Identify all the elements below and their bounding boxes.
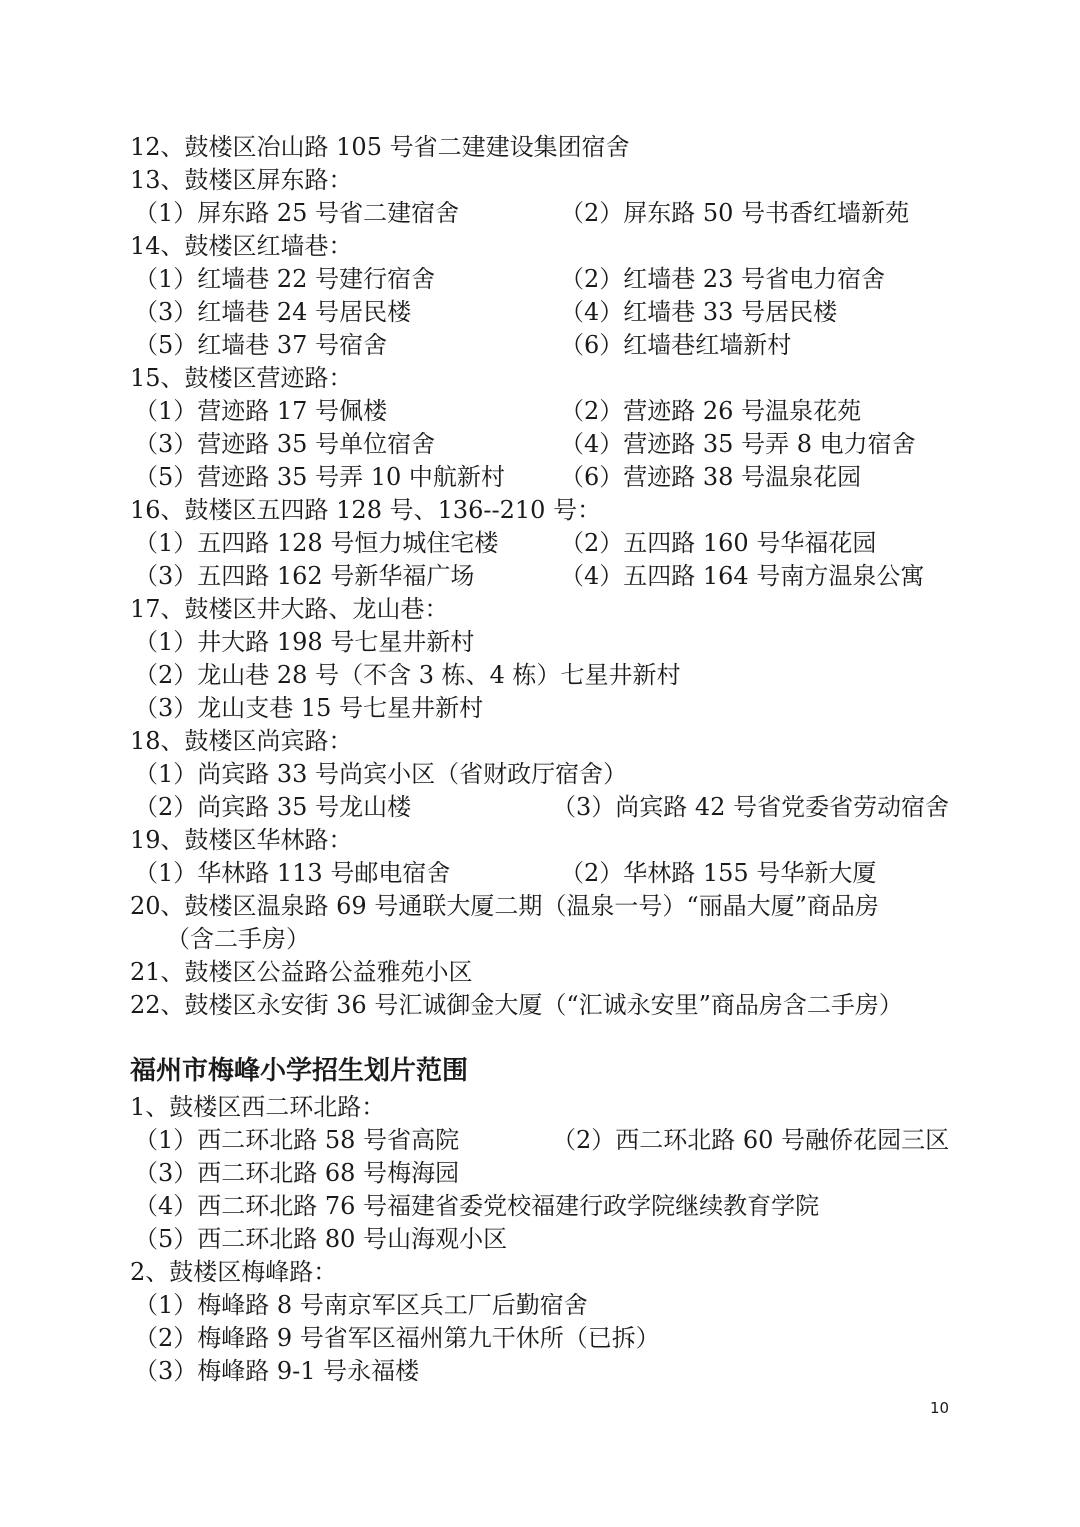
list-item: （1）五四路 128 号恒力城住宅楼: [134, 529, 499, 557]
list-item: 14、鼓楼区红墙巷：: [130, 232, 353, 260]
page-number: 10: [930, 1399, 950, 1417]
list-item: （2）红墙巷 23 号省电力宿舍: [560, 265, 886, 293]
list-item: 20、鼓楼区温泉路 69 号通联大厦二期（温泉一号）“丽晶大厦”商品房: [130, 892, 879, 920]
list-item: （1）屏东路 25 号省二建宿舍: [134, 199, 460, 227]
list-item: （2）尚宾路 35 号龙山楼: [134, 793, 412, 821]
list-item: （6）营迹路 38 号温泉花园: [560, 463, 862, 491]
list-item: （含二手房）: [166, 925, 310, 953]
list-item: （3）西二环北路 68 号梅海园: [134, 1159, 460, 1187]
list-item: （1）西二环北路 58 号省高院: [134, 1126, 460, 1154]
list-item: 12、鼓楼区冶山路 105 号省二建建设集团宿舍: [130, 133, 630, 161]
list-item: （3）尚宾路 42 号省党委省劳动宿舍: [552, 793, 950, 821]
list-item: （6）红墙巷红墙新村: [560, 331, 792, 359]
list-item: （3）梅峰路 9-1 号永福楼: [134, 1357, 420, 1385]
list-item: 13、鼓楼区屏东路：: [130, 166, 353, 194]
list-item: 21、鼓楼区公益路公益雅苑小区: [130, 958, 473, 986]
list-item: （3）红墙巷 24 号居民楼: [134, 298, 412, 326]
list-item: （5）红墙巷 37 号宿舍: [134, 331, 388, 359]
list-item: 17、鼓楼区井大路、龙山巷：: [130, 595, 449, 623]
section-heading: 福州市梅峰小学招生划片范围: [130, 1056, 469, 1086]
list-item: （1）尚宾路 33 号尚宾小区（省财政厅宿舍）: [134, 760, 628, 788]
list-item: （1）梅峰路 8 号南京军区兵工厂后勤宿舍: [134, 1291, 588, 1319]
list-item: 1、鼓楼区西二环北路：: [130, 1093, 386, 1121]
list-item: （2）五四路 160 号华福花园: [560, 529, 877, 557]
list-item: （3）营迹路 35 号单位宿舍: [134, 430, 436, 458]
list-item: （3）龙山支巷 15 号七星井新村: [134, 694, 484, 722]
list-item: 16、鼓楼区五四路 128 号、136--210 号：: [130, 496, 602, 524]
list-item: （2）华林路 155 号华新大厦: [560, 859, 877, 887]
list-item: （1）红墙巷 22 号建行宿舍: [134, 265, 436, 293]
list-item: 18、鼓楼区尚宾路：: [130, 727, 353, 755]
list-item: （1）华林路 113 号邮电宿舍: [134, 859, 451, 887]
list-item: （3）五四路 162 号新华福广场: [134, 562, 475, 590]
list-item: （2）梅峰路 9 号省军区福州第九干休所（已拆）: [134, 1324, 660, 1352]
list-item: （2）营迹路 26 号温泉花苑: [560, 397, 862, 425]
list-item: （5）营迹路 35 号弄 10 中航新村: [134, 463, 505, 491]
list-item: （5）西二环北路 80 号山海观小区: [134, 1225, 508, 1253]
list-item: （4）营迹路 35 号弄 8 电力宿舍: [560, 430, 916, 458]
list-item: 19、鼓楼区华林路：: [130, 826, 353, 854]
list-item: 22、鼓楼区永安街 36 号汇诚御金大厦（“汇诚永安里”商品房含二手房）: [130, 991, 903, 1019]
list-item: （4）红墙巷 33 号居民楼: [560, 298, 838, 326]
list-item: （2）龙山巷 28 号（不含 3 栋、4 栋）七星井新村: [134, 661, 681, 689]
list-item: （2）西二环北路 60 号融侨花园三区: [552, 1126, 950, 1154]
list-item: 2、鼓楼区梅峰路：: [130, 1258, 338, 1286]
list-item: 15、鼓楼区营迹路：: [130, 364, 353, 392]
list-item: （1）营迹路 17 号佩楼: [134, 397, 388, 425]
list-item: （2）屏东路 50 号书香红墙新苑: [560, 199, 910, 227]
list-item: （4）五四路 164 号南方温泉公寓: [560, 562, 925, 590]
list-item: （4）西二环北路 76 号福建省委党校福建行政学院继续教育学院: [134, 1192, 820, 1220]
list-item: （1）井大路 198 号七星井新村: [134, 628, 475, 656]
